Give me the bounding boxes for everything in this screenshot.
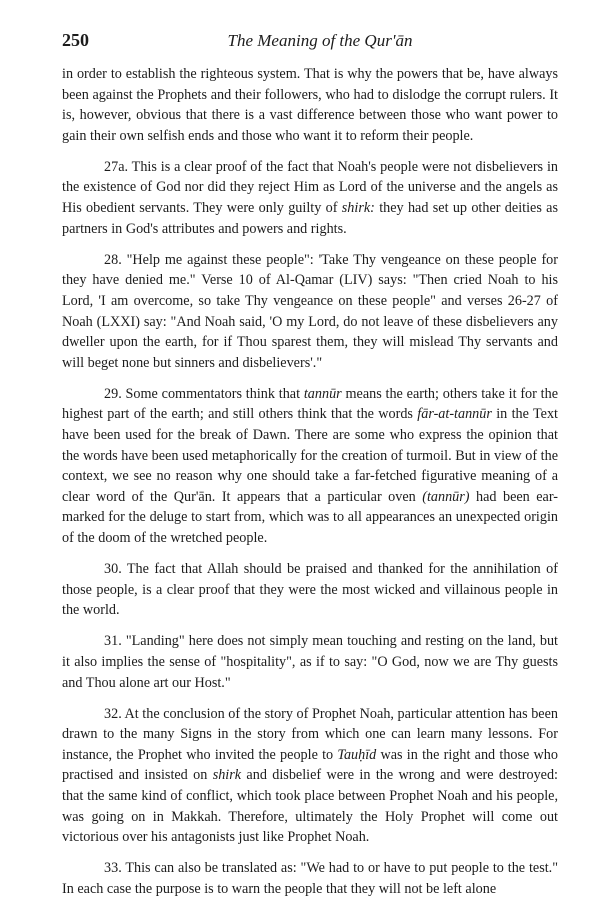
italic-term: shirk: xyxy=(341,200,375,217)
footnote-paragraph xyxy=(62,64,558,146)
footnote-paragraph xyxy=(62,559,558,621)
text-segment: had been ear-marked for the deluge to start from, which was to all appearances an unexpected origin of the doom of the wretched people. xyxy=(62,488,559,546)
text-segment: 29. Some commentators think that xyxy=(104,385,304,402)
footnote-paragraph xyxy=(62,384,558,549)
footnote-paragraph xyxy=(62,704,558,848)
page xyxy=(62,30,558,910)
text-segment: 33. This can also be translated as: "We had to or have to put people to the test." In each case the purpose is to warn the people that they will not be left alone xyxy=(62,860,558,897)
text-segment: means the earth; others take it for the highest part of the earth; and still others think that the words xyxy=(62,385,558,423)
body-text xyxy=(62,64,558,899)
text-segment: 28. "Help me against these people": 'Take Thy vengeance on these people for they have denied me." Verse 10 of Al-Qamar (LIV) says: "Then cried Noah to his Lord, 'I am overcome, so take Thy vengeance on these people" and verses 26-27 of Noah (LXXI) say: "And Noah said, 'O my Lord, do not leave of these disbelievers any dweller upon the earth, for if Thou sparest them, they will mislead Thy servants and will beget none but sinners and disbelievers'." xyxy=(62,251,558,371)
page-number: 250 xyxy=(62,30,89,50)
text-segment: 32. At the conclusion of the story of Prophet Noah, particular attention has been drawn to the many Signs in the story from which one can learn many lessons. For instance, the Prophet who invited the people to xyxy=(62,705,558,763)
text-segment: was in the right and those who practised and insisted on xyxy=(62,746,558,784)
italic-term: Tauḥīd xyxy=(337,746,377,763)
text-segment: and disbelief were in the wrong and were destroyed: that the same kind of conflict, which took place between Prophet Noah and his people, was going on in Makkah. Therefore, ultimately the Holy Prophet will come out victorious over his antagonists just like Prophet Noah. xyxy=(62,767,558,846)
text-segment: in the Text have been used for the break of Dawn. There are some who express the opinion that the words have been used metaphorically for the creation of turmoil. But in view of the context, we see no reason why one should take a far-fetched figurative meaning of a clear word of the Qur'ān. It appears that a particular oven xyxy=(62,406,559,505)
text-segment: in order to establish the righteous system. That is why the powers that be, have always been against the Prophets and their followers, who had to dislodge the corrupt rulers. It is, however, obvious that there is a vast difference between those who want power to gain their own selfish ends and those who want it to reform their people. xyxy=(62,66,558,144)
footnote-paragraph xyxy=(62,631,558,693)
running-head xyxy=(62,30,558,54)
text-segment: 30. The fact that Allah should be praised and thanked for the annihilation of those people, is a clear proof that they were the most wicked and villainous people in the world. xyxy=(62,561,558,619)
italic-term: fār-at-tannūr xyxy=(417,406,492,423)
footnote-paragraph xyxy=(62,157,558,239)
footnote-paragraph xyxy=(62,858,558,899)
italic-term: shirk xyxy=(212,767,242,784)
running-title: The Meaning of the Qur'ān xyxy=(227,31,413,50)
italic-term: tannūr xyxy=(303,385,342,402)
text-segment: 31. "Landing" here does not simply mean touching and resting on the land, but it also implies the sense of "hospitality", as if to say: "O God, now we are Thy guests and Thou alone art our Host." xyxy=(62,633,558,691)
text-segment: they had set up other deities as partners in God's attributes and powers and rights. xyxy=(62,200,558,237)
text-segment: 27a. This is a clear proof of the fact that Noah's people were not disbelievers in the existence of God nor did they reject Him as Lord of the universe and the angels as His obedient servants. They were only guilty of xyxy=(62,158,558,217)
footnote-paragraph xyxy=(62,250,558,374)
italic-term: (tannūr) xyxy=(422,488,470,505)
